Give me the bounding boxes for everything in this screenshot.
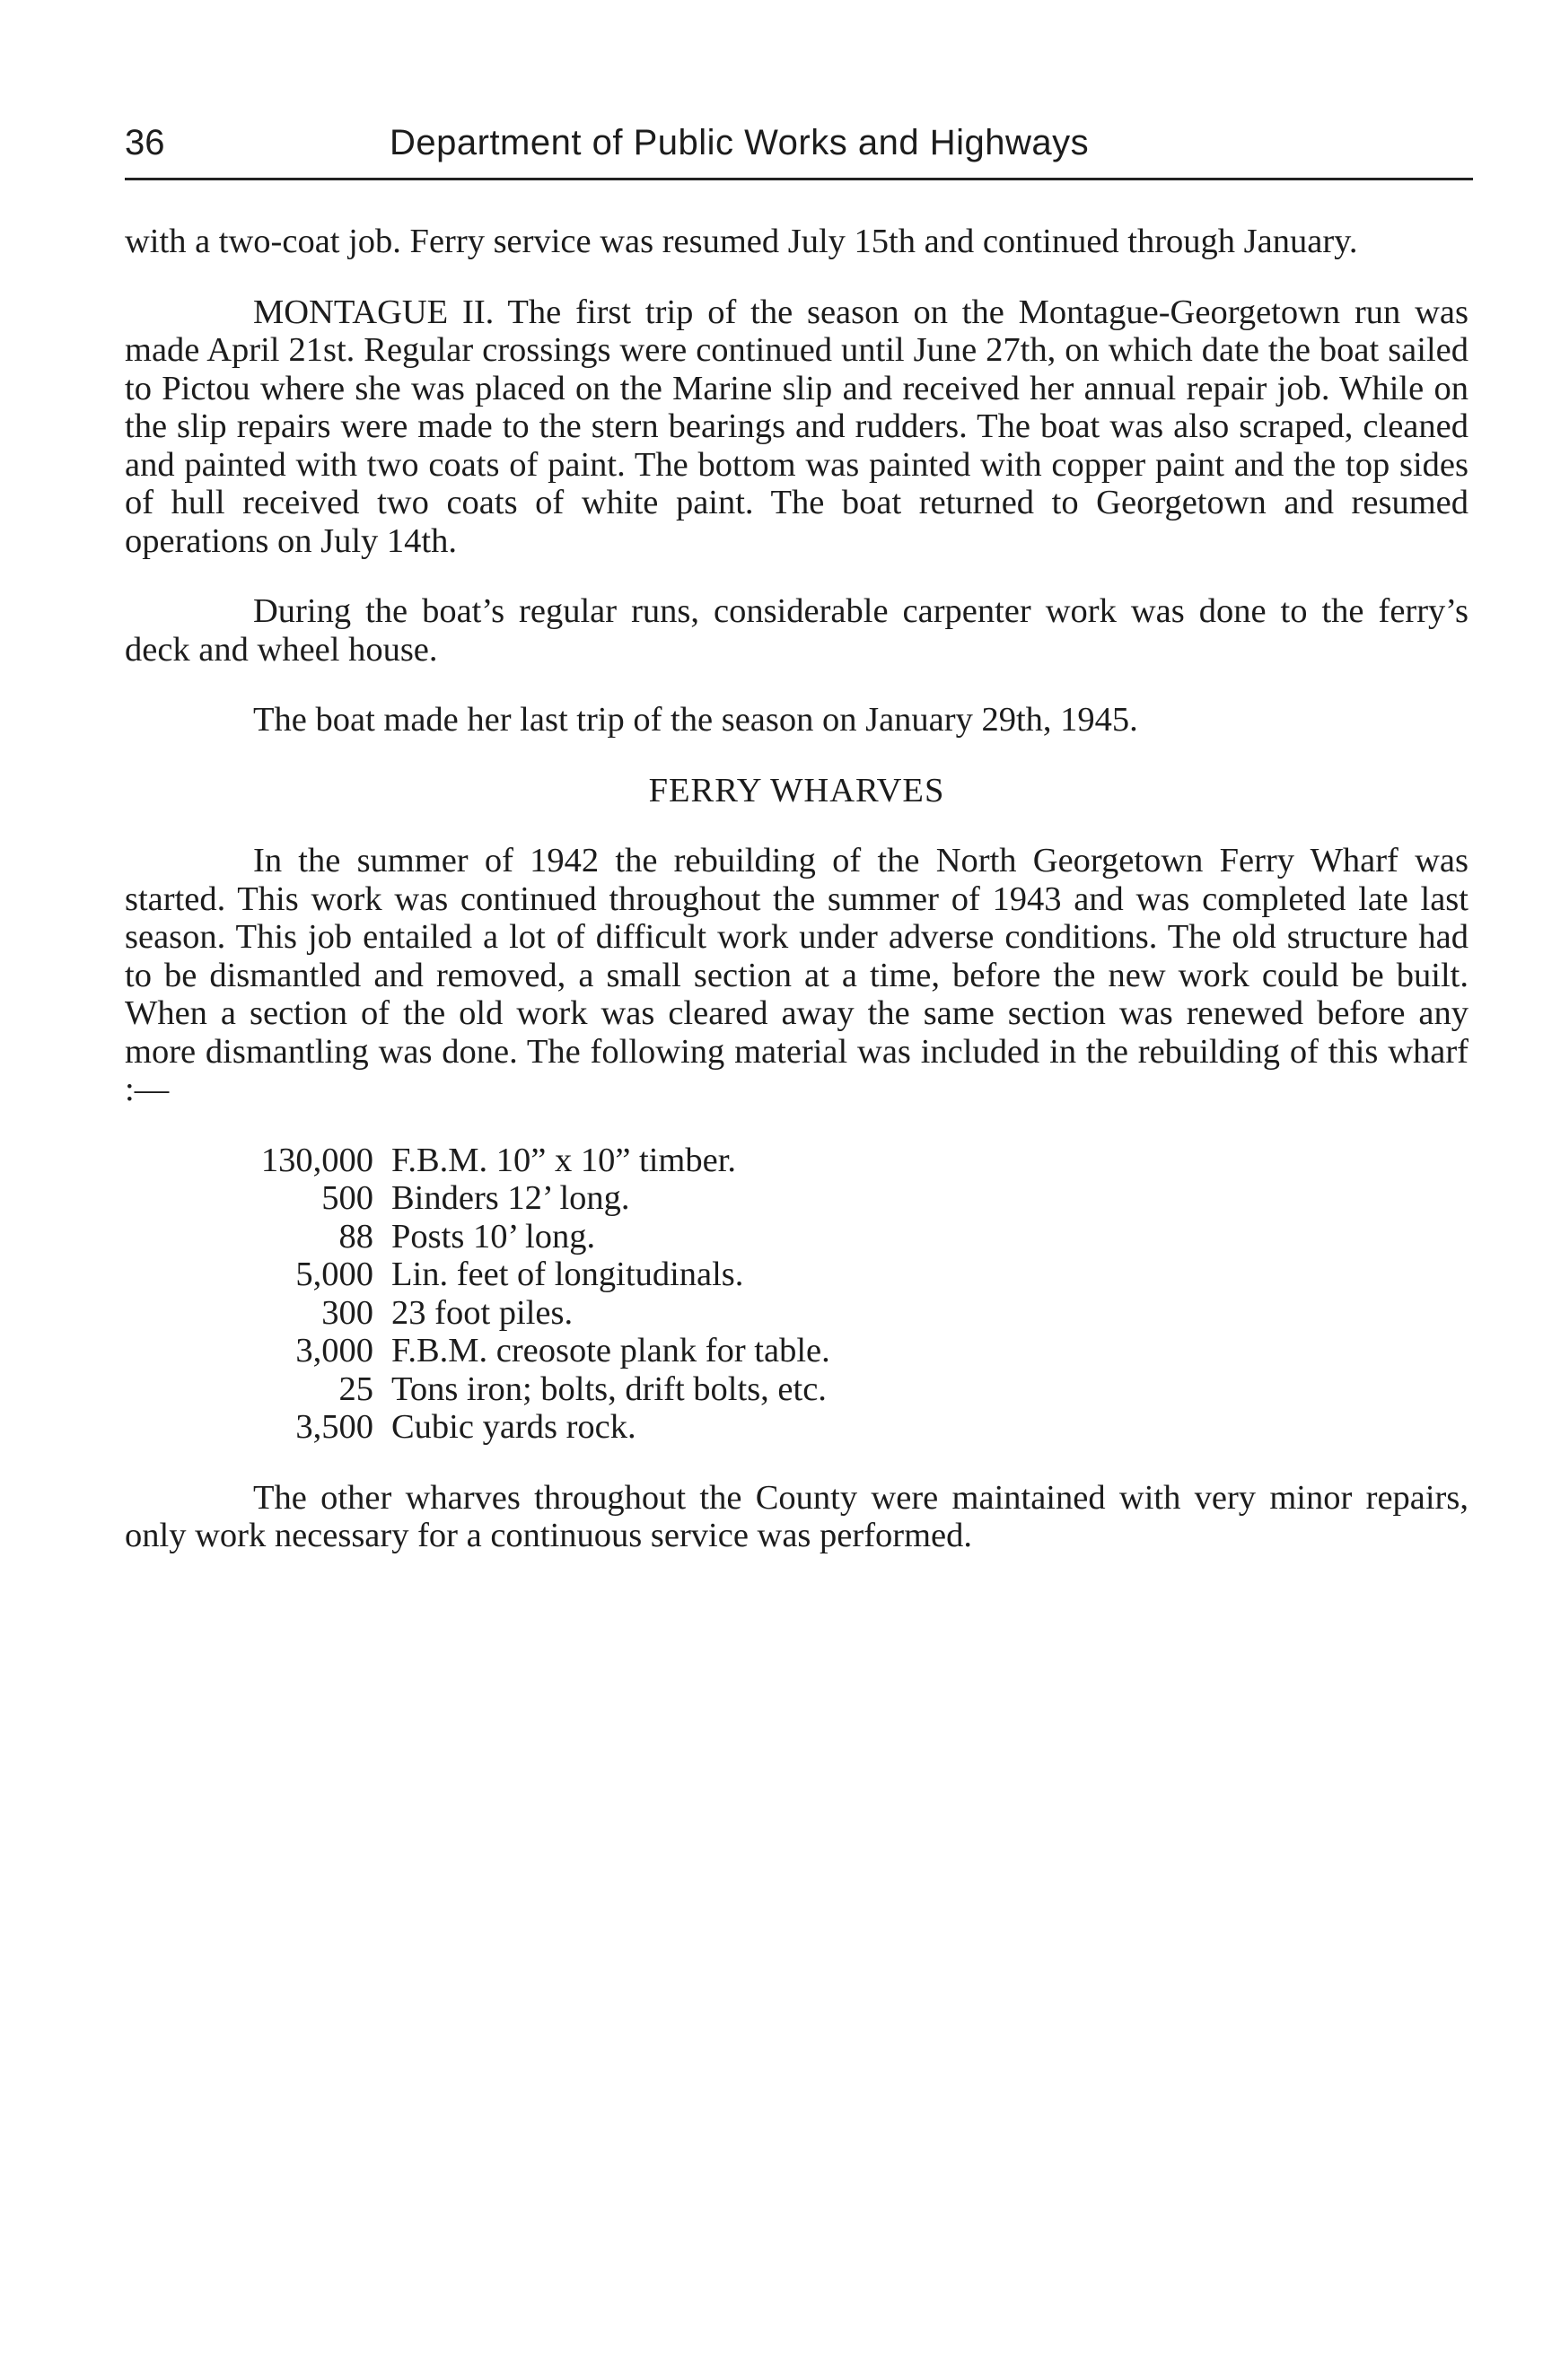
list-item [125,1218,1468,1256]
material-quantity: 5,000 [295,1256,373,1293]
material-description: Cubic yards rock. [391,1408,636,1446]
list-item [125,1179,1468,1218]
page-number: 36 [125,123,165,162]
material-quantity: 88 [338,1217,373,1256]
material-description: F.B.M. 10” x 10” timber. [391,1141,737,1179]
material-quantity: 3,000 [295,1332,373,1369]
list-item [125,1408,1468,1447]
paragraph-continued: with a two-coat job. Ferry service was resumed July 15th and continued through January. [125,223,1358,260]
material-description: Binders 12’ long. [391,1179,630,1217]
material-description: Lin. feet of longitudinals. [391,1256,744,1293]
material-description: F.B.M. creosote plank for table. [391,1332,830,1369]
list-item [125,1256,1468,1294]
page-header [125,121,1473,175]
list-item [125,1142,1468,1180]
paragraph-other-wharves: The other wharves throughout the County were maintained with very minor repairs, only work necessary for a continuous service was performed. [125,1478,1468,1554]
material-quantity: 500 [321,1179,373,1217]
list-item [125,1332,1468,1370]
material-quantity: 300 [321,1293,373,1332]
paragraph-carpenter-work: During the boat’s regular runs, considerable carpenter work was done to the ferry’s deck and wheel house. [125,592,1468,669]
material-quantity: 130,000 [260,1141,373,1179]
paragraph-montague-ii: MONTAGUE II. The first trip of the season on the Montague-Georgetown run was made April 21st. Regular crossings were continued until June 27th, on which date the boat sailed to Pictou where she was placed on the Marine slip and received her annual repair job. While on the slip repairs were made to the stern bearings and rudders. The boat was also scraped, cleaned and painted with two coats of paint. The bottom was painted with copper paint and the top sides of hull received two coats of white paint. The boat returned to Georgetown and resumed operations on July 14th. [125,293,1468,560]
paragraph-last-trip: The boat made her last trip of the season on January 29th, 1945. [253,701,1138,739]
running-title: Department of Public Works and Highways [390,123,1090,162]
section-heading-ferry-wharves: FERRY WHARVES [648,771,945,809]
material-quantity: 3,500 [295,1408,373,1446]
material-quantity: 25 [338,1369,373,1408]
paragraph-ferry-wharf: In the summer of 1942 the rebuilding of the North Georgetown Ferry Wharf was started. This work was continued throughout the summer of 1943 and was completed late last season. This job entailed a lot of difficult work under adverse conditions. The old structure had to be dismantled and removed, a small section at a time, before the new work could be built. When a section of the old work was cleared away the same section was renewed before any more dismantling was done. The following material was included in the rebuilding of this wharf :— [125,842,1468,1108]
header-rule [125,178,1473,180]
material-description: Posts 10’ long. [391,1217,596,1256]
material-description: Tons iron; bolts, drift bolts, etc. [391,1369,827,1408]
material-description: 23 foot piles. [391,1293,574,1332]
body-text [125,223,1468,1555]
list-item [125,1370,1468,1409]
materials-list [125,1142,1468,1447]
list-item [125,1294,1468,1333]
